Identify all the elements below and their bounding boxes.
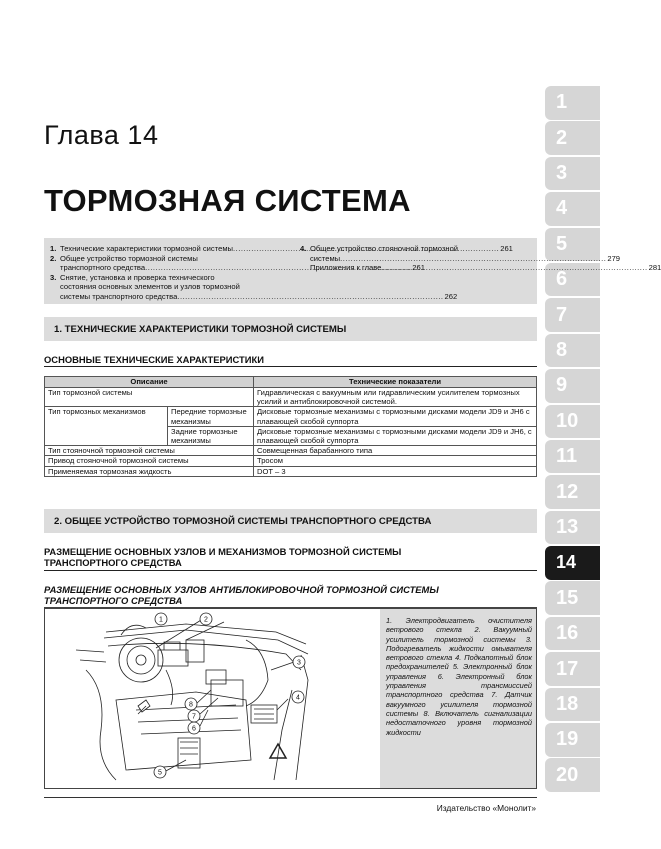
toc-page-number: 261: [412, 263, 425, 273]
toc-item-number: 2.: [50, 253, 57, 263]
callout-1-label: 1: [159, 616, 163, 624]
toc-item-text: состояния основных элементов и узлов тормозной: [60, 282, 240, 292]
chapter-tab-10[interactable]: 10: [545, 405, 600, 439]
toc-item-number: 1.: [50, 244, 57, 253]
chapter-tab-14[interactable]: 14: [545, 546, 600, 580]
table-cell-label: Привод стояночной тормозной системы: [45, 456, 254, 466]
table-cell-sublabel: Передние тормозные механизмы: [168, 407, 254, 426]
toc-page-number: 281: [648, 263, 661, 273]
toc-page-number: 262: [444, 291, 458, 301]
chapter-tab-9[interactable]: 9: [545, 369, 600, 403]
chapter-tab-11[interactable]: 11: [545, 440, 600, 474]
toc-leader-dots: [177, 292, 443, 302]
section-2-heading: 2. ОБЩЕЕ УСТРОЙСТВО ТОРМОЗНОЙ СИСТЕМЫ ТРАНСПОРТНОГО СРЕДСТВА: [44, 509, 537, 533]
chapter-tab-1[interactable]: 1: [545, 86, 600, 120]
divider: [44, 570, 537, 571]
table-row: [45, 466, 537, 476]
table-row: [45, 456, 537, 466]
section-1-heading: 1. ТЕХНИЧЕСКИЕ ХАРАКТЕРИСТИКИ ТОРМОЗНОЙ СИСТЕМЫ: [44, 317, 537, 341]
table-of-contents: [44, 238, 661, 304]
chapter-tab-18[interactable]: 18: [545, 688, 600, 722]
table-cell-label: Применяемая тормозная жидкость: [45, 466, 254, 476]
chapter-tab-6[interactable]: 6: [545, 263, 600, 297]
chapter-tab-3[interactable]: 3: [545, 157, 600, 191]
toc-page-number: 261: [500, 244, 513, 253]
callout-7-label: 7: [192, 713, 196, 721]
engine-bay-illustration: [46, 610, 378, 787]
spec-table: [44, 376, 537, 477]
toc-item-text: Общее устройство тормозной системы: [60, 253, 198, 263]
footer-divider: [44, 797, 537, 798]
table-cell-value: Дисковые тормозные механизмы с тормозными дисками модели JD9 и JH6, с плавающей скобой суппорта: [254, 426, 537, 445]
table-row: [45, 407, 537, 426]
table-header-row: [45, 377, 537, 388]
table-cell-sublabel: Задние тормозные механизмы: [168, 426, 254, 445]
toc-item-text: транспортного средства: [60, 263, 146, 273]
toc-item-number: 4.: [300, 244, 307, 253]
chapter-tab-15[interactable]: 15: [545, 581, 600, 615]
toc-leader-dots: [340, 254, 606, 264]
toc-item-text: системы: [310, 253, 341, 263]
chapter-tab-20[interactable]: 20: [545, 758, 600, 792]
toc-item: [300, 244, 621, 263]
chapter-tab-17[interactable]: 17: [545, 652, 600, 686]
toc-right-column: [300, 244, 661, 273]
toc-item-text: Приложения к главе: [310, 263, 382, 273]
chapter-tabs: [545, 86, 600, 794]
chapter-tab-8[interactable]: 8: [545, 334, 600, 368]
chapter-tab-12[interactable]: 12: [545, 475, 600, 509]
table-cell-label: Тип тормозных механизмов: [45, 407, 168, 446]
toc-item-number: [300, 263, 310, 273]
table-header-description: Описание: [45, 377, 254, 388]
layout-heading: РАЗМЕЩЕНИЕ ОСНОВНЫХ УЗЛОВ И МЕХАНИЗМОВ ТОРМОЗНОЙ СИСТЕМЫ ТРАНСПОРТНОГО СРЕДСТВА: [44, 546, 402, 568]
chapter-tab-13[interactable]: 13: [545, 511, 600, 545]
abs-layout-heading: РАЗМЕЩЕНИЕ ОСНОВНЫХ УЗЛОВ АНТИБЛОКИРОВОЧНОЙ ТОРМОЗНОЙ СИСТЕМЫ ТРАНСПОРТНОГО СРЕДСТВА: [44, 584, 439, 606]
chapter-tab-16[interactable]: 16: [545, 617, 600, 651]
toc-item-number: 3.: [50, 272, 57, 282]
toc-item: [50, 272, 458, 302]
table-header-values: Технические показатели: [254, 377, 537, 388]
table-cell-value: Дисковые тормозные механизмы с тормозными дисками модели JD9 и JH6 с плавающей скобой суппорта: [254, 407, 537, 426]
chapter-tab-19[interactable]: 19: [545, 723, 600, 757]
chapter-tab-7[interactable]: 7: [545, 298, 600, 332]
toc-leader-dots: [381, 263, 647, 273]
table-row: [45, 388, 537, 407]
chapter-label: Глава 14: [44, 120, 159, 150]
toc-item: [300, 263, 661, 273]
table-cell-label: Тип стояночной тормозной системы: [45, 446, 254, 456]
chapter-tab-5[interactable]: 5: [545, 228, 600, 262]
figure-caption: 1. Электродвигатель очистителя ветрового стекла 2. Вакуумный усилитель тормозной системы 3. Подогреватель жидкости омывателя ветрового стекла 4. Подкапотный блок предохранителей 5. Электронный блок управления 6. Электронный блок управления трансмиссией транспортного средства 7. Датчик вакуумного усилителя тормозной системы 8. Включатель сигнализации недостаточного уровня тормозной жидкости: [380, 609, 536, 788]
table-cell-value: DOT – 3: [254, 466, 537, 476]
chapter-tab-2[interactable]: 2: [545, 121, 600, 155]
table-cell-value: Тросом: [254, 456, 537, 466]
callout-3-label: 3: [297, 659, 301, 667]
table-cell-value: Совмещенная барабанного типа: [254, 446, 537, 456]
toc-item-text: системы транспортного средства: [60, 291, 178, 301]
basic-specs-heading: ОСНОВНЫЕ ТЕХНИЧЕСКИЕ ХАРАКТЕРИСТИКИ: [44, 354, 264, 365]
publisher-credit: Издательство «Монолит»: [436, 803, 536, 813]
divider: [44, 366, 537, 367]
callout-2-label: 2: [204, 616, 208, 624]
callout-5-label: 5: [158, 769, 162, 777]
callout-4-label: 4: [296, 694, 300, 702]
callout-8-label: 8: [189, 701, 193, 709]
chapter-tab-4[interactable]: 4: [545, 192, 600, 226]
toc-item-text: Технические характеристики тормозной системы: [60, 244, 234, 253]
table-cell-label: Тип тормозной системы: [45, 388, 254, 407]
page-title: ТОРМОЗНАЯ СИСТЕМА: [44, 183, 411, 218]
toc-item-text: Общее устройство стояночной тормозной: [310, 244, 459, 253]
table-row: [45, 446, 537, 456]
table-cell-value: Гидравлическая с вакуумным или гидравлическим усилителем тормозных усилий и антиблокировочной системой.: [254, 388, 537, 407]
toc-item-text: Снятие, установка и проверка технического: [60, 272, 215, 282]
toc-page-number: 279: [607, 253, 621, 263]
callout-6-label: 6: [192, 725, 196, 733]
